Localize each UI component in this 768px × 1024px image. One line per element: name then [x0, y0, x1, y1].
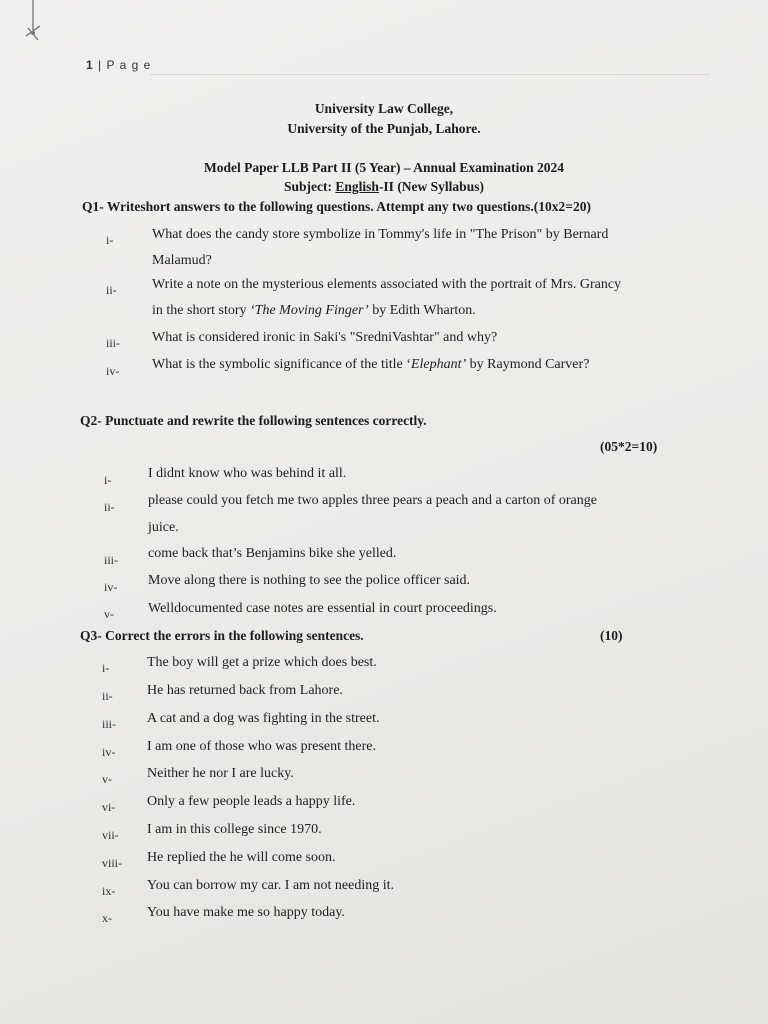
item-number: ix-: [102, 884, 116, 898]
q1-heading: Q1- Writeshort answers to the following questions. Attempt any two questions.(10x2=20): [82, 199, 591, 214]
sentence-text: You can borrow my car. I am not needing it.: [147, 878, 395, 893]
sentence-text: Only a few people leads a happy life.: [147, 794, 356, 809]
q3-marks: (10): [600, 628, 623, 643]
sentence-text-cont: juice.: [148, 520, 179, 535]
subject-name: English: [335, 179, 379, 194]
question-text: What is the symbolic significance of the title ‘Elephant’ by Raymond Carver?: [152, 357, 590, 372]
question-text-cont: in the short story ‘The Moving Finger’ by Edith Wharton.: [152, 303, 476, 318]
item-number: vi-: [102, 800, 116, 814]
staple-pin-icon: [18, 0, 48, 50]
item-number: v-: [102, 772, 112, 786]
subject-line: Subject: English-II (New Syllabus): [284, 179, 484, 194]
sentence-text: The boy will get a prize which does best.: [147, 655, 377, 670]
question-text-cont: Malamud?: [152, 253, 212, 268]
page-number-label: 1 | P a g e: [86, 58, 152, 72]
header-rule: [150, 74, 710, 75]
sentence-text: He replied the he will come soon.: [147, 850, 336, 865]
sentence-text: come back that’s Benjamins bike she yelled.: [148, 546, 397, 561]
exam-title: Model Paper LLB Part II (5 Year) – Annual Examination 2024: [203, 160, 564, 175]
item-number: i-: [106, 233, 114, 247]
q2-marks: (05*2=10): [600, 439, 658, 454]
item-number: v-: [104, 607, 114, 621]
sentence-text: I am one of those who was present there.: [147, 739, 376, 754]
item-number: iv-: [102, 745, 116, 759]
item-number: ii-: [102, 689, 113, 703]
sentence-text: Neither he nor I are lucky.: [147, 766, 294, 781]
institution-name: University Law College,: [314, 101, 454, 116]
item-number: vii-: [102, 828, 119, 842]
item-number: viii-: [102, 856, 122, 870]
question-text: What is considered ironic in Saki's "SredniVashtar" and why?: [152, 330, 498, 345]
sentence-text: I didnt know who was behind it all.: [148, 466, 347, 481]
university-name: University of the Punjab, Lahore.: [287, 121, 481, 136]
item-number: ii-: [104, 500, 115, 514]
sentence-text: A cat and a dog was fighting in the street.: [147, 711, 380, 726]
item-number: iii-: [102, 717, 116, 731]
sentence-text: You have make me so happy today.: [147, 905, 345, 920]
item-number: iv-: [104, 580, 118, 594]
item-number: x-: [102, 911, 112, 925]
item-number: iv-: [106, 364, 120, 378]
q3-heading: Q3- Correct the errors in the following sentences.: [80, 628, 364, 643]
question-text: Write a note on the mysterious elements associated with the portrait of Mrs. Grancy: [152, 277, 622, 292]
question-text: What does the candy store symbolize in Tommy's life in "The Prison" by Bernard: [152, 227, 609, 242]
item-number: iii-: [106, 336, 120, 350]
sentence-text: Welldocumented case notes are essential in court proceedings.: [148, 601, 497, 616]
item-number: ii-: [106, 283, 117, 297]
sentence-text: He has returned back from Lahore.: [147, 683, 343, 698]
q2-heading: Q2- Punctuate and rewrite the following sentences correctly.: [80, 413, 427, 428]
item-number: i-: [104, 473, 112, 487]
sentence-text: Move along there is nothing to see the police officer said.: [148, 573, 471, 588]
sentence-text: I am in this college since 1970.: [147, 822, 322, 837]
item-number: i-: [102, 661, 110, 675]
item-number: iii-: [104, 553, 118, 567]
sentence-text: please could you fetch me two apples three pears a peach and a carton of orange: [148, 493, 597, 508]
